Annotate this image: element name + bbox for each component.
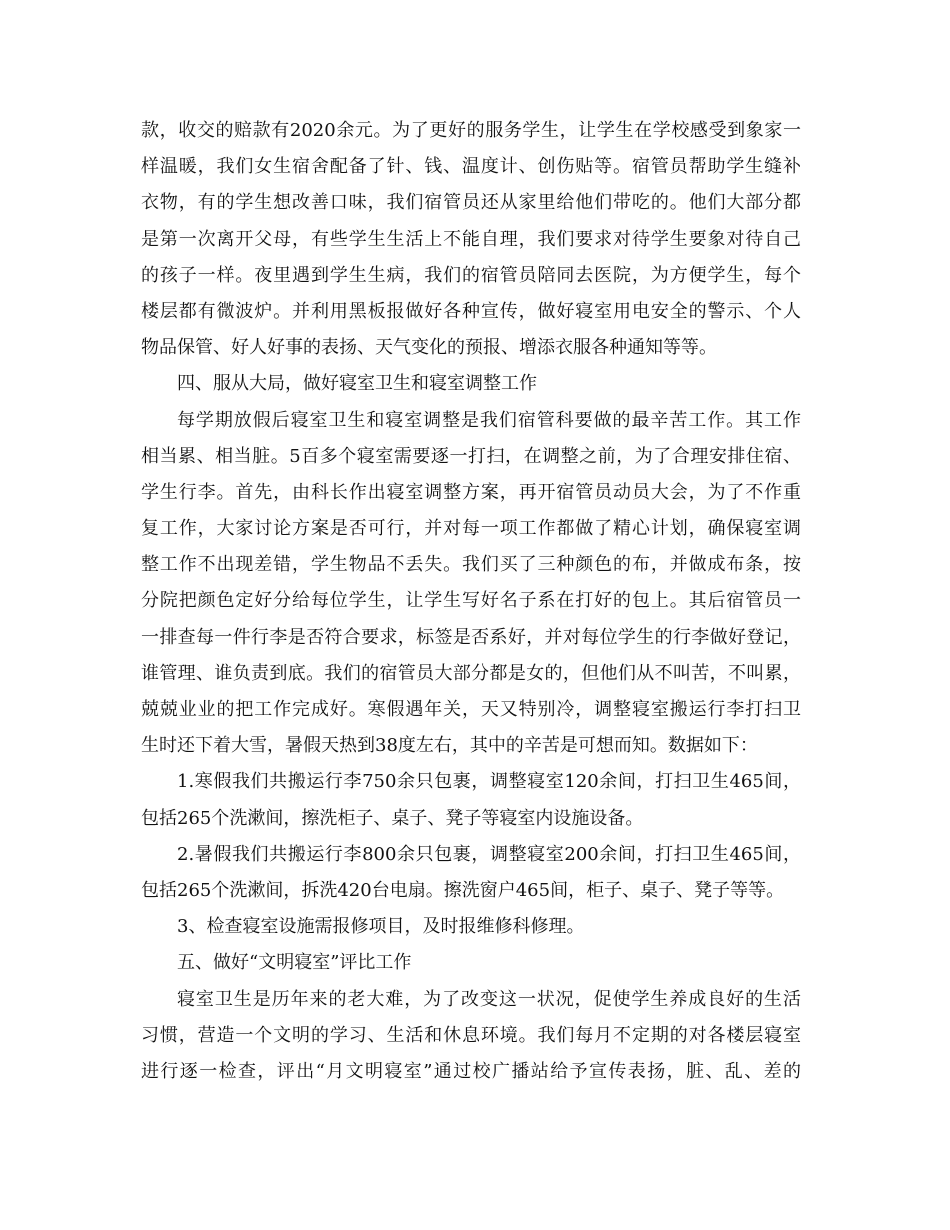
- text-line: 兢兢业业的把工作完成好。寒假遇年关，天又特别冷，调整寝室搬运行李打扫卫: [141, 699, 801, 720]
- text-line: 一排查每一件行李是否符合要求，标签是否系好，并对每位学生的行李做好登记，: [141, 626, 801, 648]
- text-line: 学生行李。首先，由科长作出寝室调整方案，再开宿管员动员大会，为了不作重: [141, 481, 801, 503]
- text-line: 包括265个洗漱间，拆洗420台电扇。擦洗窗户465间，柜子、桌子、凳子等等。: [141, 879, 785, 901]
- text-line: 寝室卫生是历年来的老大难，为了改变这一状况，促使学生养成良好的生活: [177, 988, 801, 1010]
- text-line: 款，收交的赔款有2020余元。为了更好的服务学生，让学生在学校感受到象家一: [141, 120, 801, 141]
- list-item: 3、检查寝室设施需报修项目，及时报维修科修理。: [177, 916, 585, 938]
- text-line: 衣物，有的学生想改善口味，我们宿管员还从家里给他们带吃的。他们大部分都: [141, 192, 801, 214]
- text-line: 分院把颜色定好分给每位学生，让学生写好名子系在打好的包上。其后宿管员一: [141, 590, 801, 612]
- text-line: 习惯，营造一个文明的学习、生活和休息环境。我们每月不定期的对各楼层寝室: [141, 1024, 801, 1046]
- text-line: 进行逐一检查，评出“月文明寝室”通过校广播站给予宣传表扬，脏、乱、差的: [141, 1060, 801, 1082]
- document-body: [141, 113, 801, 1090]
- text-line: 复工作，大家讨论方案是否可行，并对每一项工作都做了精心计划，确保寝室调: [141, 518, 801, 540]
- text-line: 整工作不出现差错，学生物品不丢失。我们买了三种颜色的布，并做成布条，按: [141, 554, 801, 576]
- text-line: 样温暖，我们女生宿舍配备了针、钱、温度计、创伤贴等。宿管员帮助学生缝补: [141, 156, 801, 178]
- text-line: 每学期放假后寝室卫生和寝室调整是我们宿管科要做的最辛苦工作。其工作: [177, 409, 801, 431]
- section-heading: 四、服从大局，做好寝室卫生和寝室调整工作: [177, 373, 537, 395]
- text-line: 的孩子一样。夜里遇到学生生病，我们的宿管员陪同去医院，为方便学生，每个: [141, 264, 801, 286]
- text-line: 楼层都有微波炉。并利用黑板报做好各种宣传，做好寝室用电安全的警示、个人: [141, 300, 801, 322]
- list-item: 1.寒假我们共搬运行李750余只包裹，调整寝室120余间，打扫卫生465间，: [177, 771, 801, 793]
- text-line: 谁管理、谁负责到底。我们的宿管员大部分都是女的，但他们从不叫苦，不叫累，: [141, 662, 801, 684]
- text-line: 包括265个洗漱间，擦洗柜子、桌子、凳子等寝室内设施设备。: [141, 807, 644, 829]
- list-item: 2.暑假我们共搬运行李800余只包裹，调整寝室200余间，打扫卫生465间，: [177, 843, 801, 865]
- text-line: 物品保管、好人好事的表扬、天气变化的预报、增添衣服各种通知等等。: [141, 337, 717, 359]
- section-heading: 五、做好“文明寝室”评比工作: [177, 952, 412, 974]
- text-line: 是第一次离开父母，有些学生生活上不能自理，我们要求对待学生要象对待自己: [141, 228, 801, 250]
- text-line: 相当累、相当脏。5百多个寝室需要逐一打扫，在调整之前，为了合理安排住宿、: [141, 445, 801, 467]
- text-line: 生时还下着大雪，暑假天热到38度左右，其中的辛苦是可想而知。数据如下：: [141, 735, 758, 757]
